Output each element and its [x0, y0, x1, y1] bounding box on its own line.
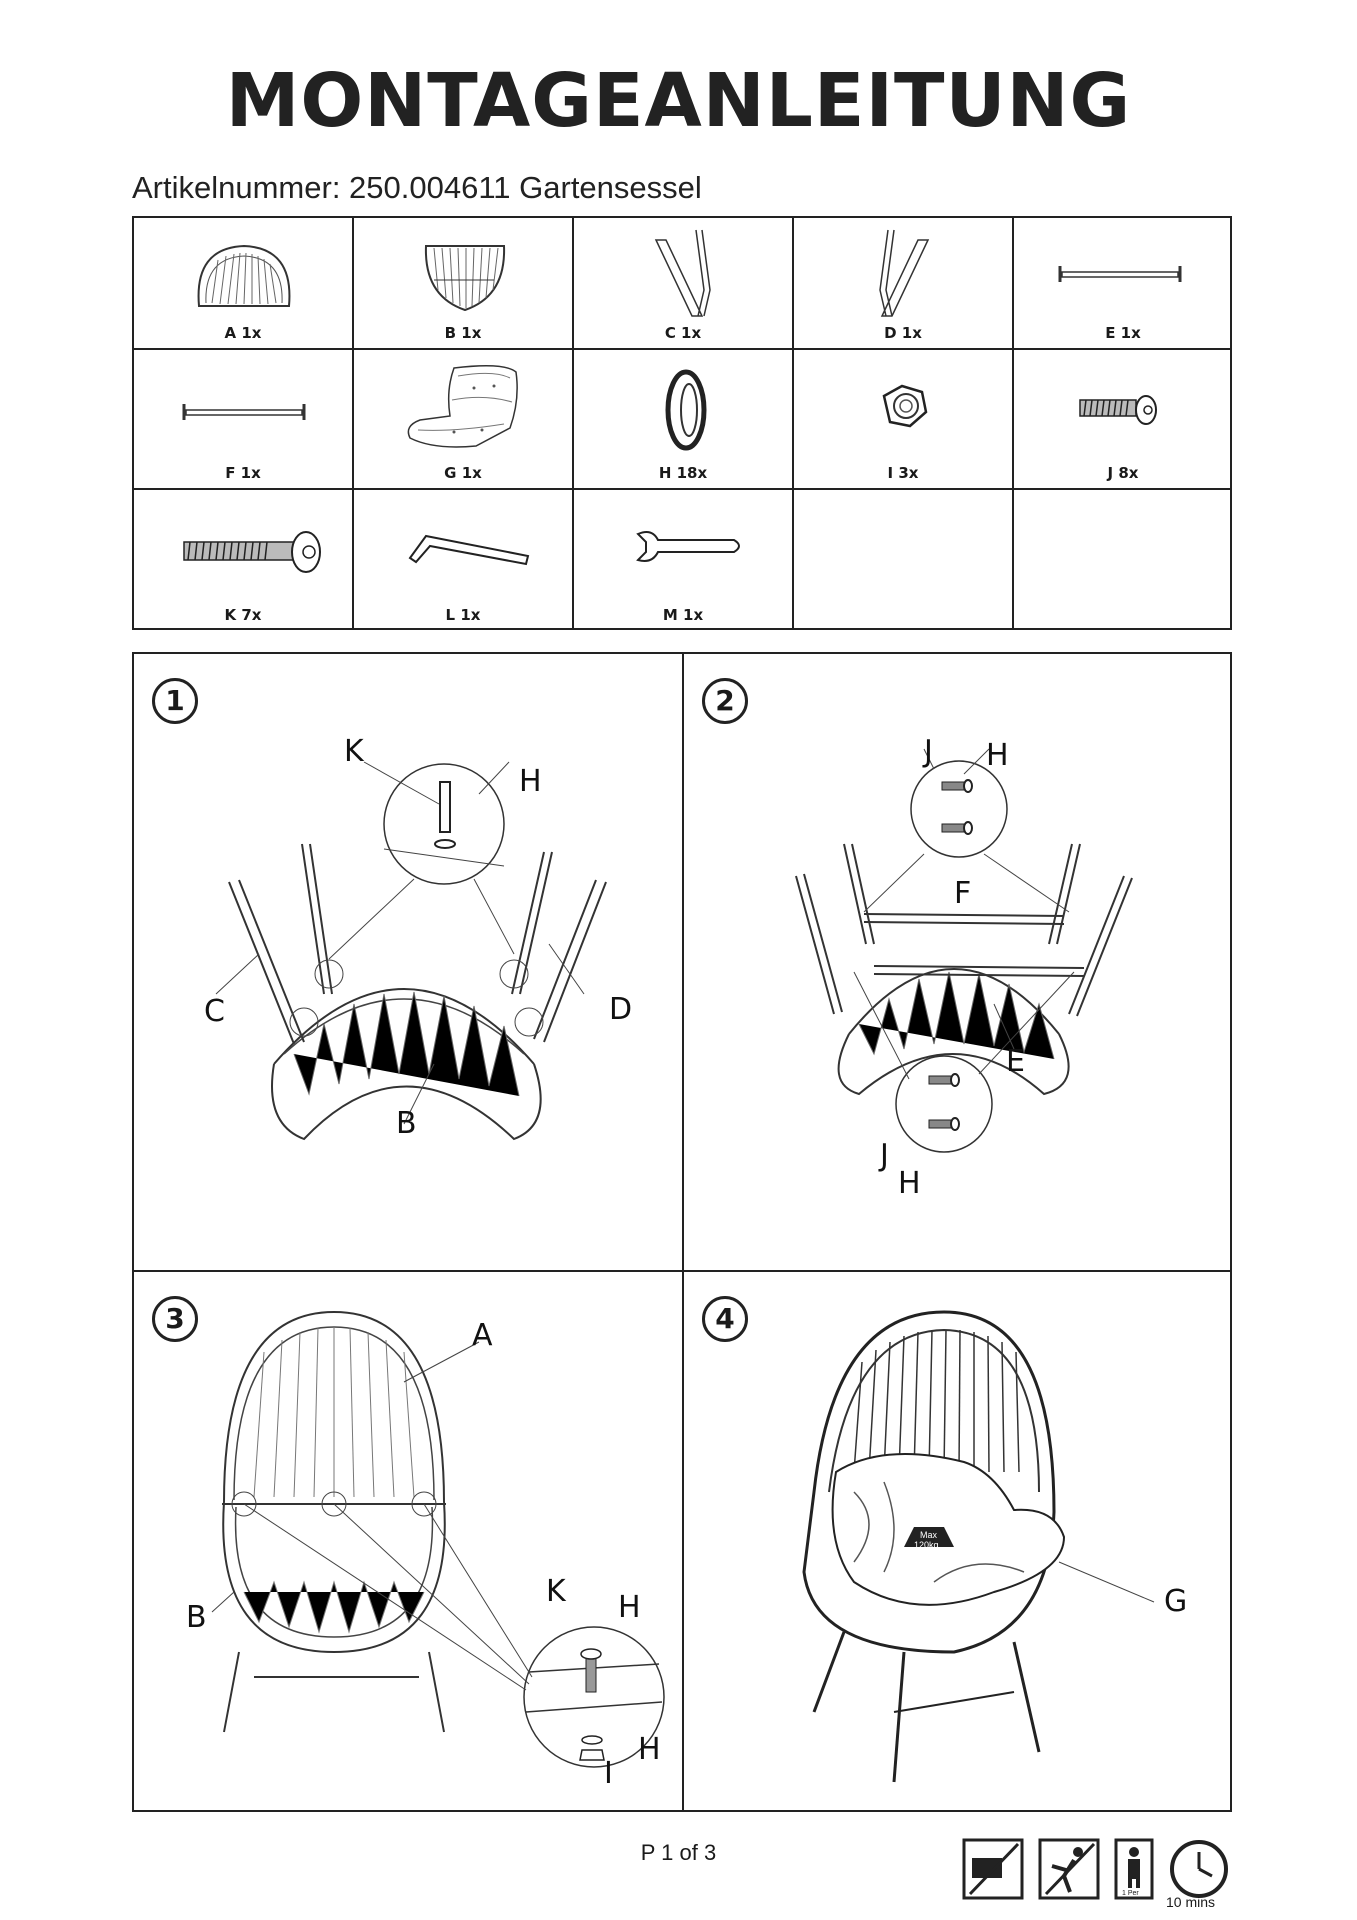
callout-label: J — [924, 734, 933, 769]
step-3 — [134, 1272, 682, 1810]
parts-table — [132, 216, 1232, 630]
step-number: 4 — [702, 1296, 748, 1342]
step-1 — [134, 654, 682, 1270]
part-cell-h — [574, 350, 794, 490]
part-label: A 1x — [224, 324, 262, 342]
no-hammer-icon — [1038, 1838, 1100, 1900]
callout-label: K — [344, 734, 364, 769]
step-2-drawing — [684, 654, 1230, 1270]
part-cell-b — [354, 218, 574, 350]
part-cell-i — [794, 350, 1014, 490]
callout-label: C — [204, 994, 225, 1029]
clock-icon — [1168, 1838, 1230, 1900]
weight-limit-value: 120kg — [914, 1540, 939, 1550]
callout-label: B — [186, 1600, 207, 1635]
part-label: B 1x — [444, 324, 482, 342]
callout-label: H — [618, 1590, 641, 1625]
part-label: M 1x — [662, 606, 704, 624]
callout-label: J — [880, 1138, 889, 1173]
article-number: Artikelnummer: 250.004611 Gartensessel — [132, 170, 702, 205]
part-cell-j — [1014, 350, 1232, 490]
part-label: C 1x — [664, 324, 702, 342]
part-label: F 1x — [225, 464, 261, 482]
time-label: 10 mins — [1166, 1894, 1216, 1910]
callout-label: H — [898, 1166, 921, 1201]
weight-limit-label: Max — [920, 1530, 938, 1540]
part-label: I 3x — [887, 464, 919, 482]
part-label: H 18x — [658, 464, 708, 482]
empty-cell — [794, 490, 1014, 630]
persons-label: 1 Per — [1122, 1890, 1139, 1897]
callout-label: K — [546, 1574, 566, 1609]
step-number: 2 — [702, 678, 748, 724]
part-cell-a — [134, 218, 354, 350]
part-label: J 8x — [1107, 464, 1139, 482]
callout-label: H — [519, 764, 542, 799]
page-number: P 1 of 3 — [640, 1840, 717, 1865]
assembly-steps — [132, 652, 1232, 1812]
step-3-drawing — [134, 1272, 682, 1810]
part-cell-c — [574, 218, 794, 350]
part-cell-k — [134, 490, 354, 630]
step-1-drawing — [134, 654, 682, 1270]
part-cell-d — [794, 218, 1014, 350]
part-cell-f — [134, 350, 354, 490]
part-label: L 1x — [445, 606, 481, 624]
callout-label: D — [609, 992, 633, 1027]
callout-label: B — [396, 1106, 417, 1141]
part-label: E 1x — [1105, 324, 1141, 342]
callout-label: E — [1006, 1044, 1025, 1079]
step-2 — [684, 654, 1230, 1270]
callout-label: I — [604, 1756, 613, 1791]
callout-label: F — [954, 876, 972, 911]
part-cell-m — [574, 490, 794, 630]
callout-label: H — [638, 1732, 661, 1767]
callout-label: A — [472, 1318, 493, 1353]
step-number: 3 — [152, 1296, 198, 1342]
part-cell-g — [354, 350, 574, 490]
page-title: MONTAGEANLEITUNG — [225, 58, 1132, 144]
step-4-drawing — [684, 1272, 1230, 1810]
callout-label: H — [986, 738, 1009, 773]
no-hand-tools-icon — [962, 1838, 1024, 1900]
part-cell-e — [1014, 218, 1232, 350]
part-cell-l — [354, 490, 574, 630]
part-label: G 1x — [444, 464, 482, 482]
step-number: 1 — [152, 678, 198, 724]
part-label: K 7x — [224, 606, 262, 624]
step-4 — [684, 1272, 1230, 1810]
part-label: D 1x — [884, 324, 922, 342]
callout-label: G — [1164, 1584, 1188, 1619]
